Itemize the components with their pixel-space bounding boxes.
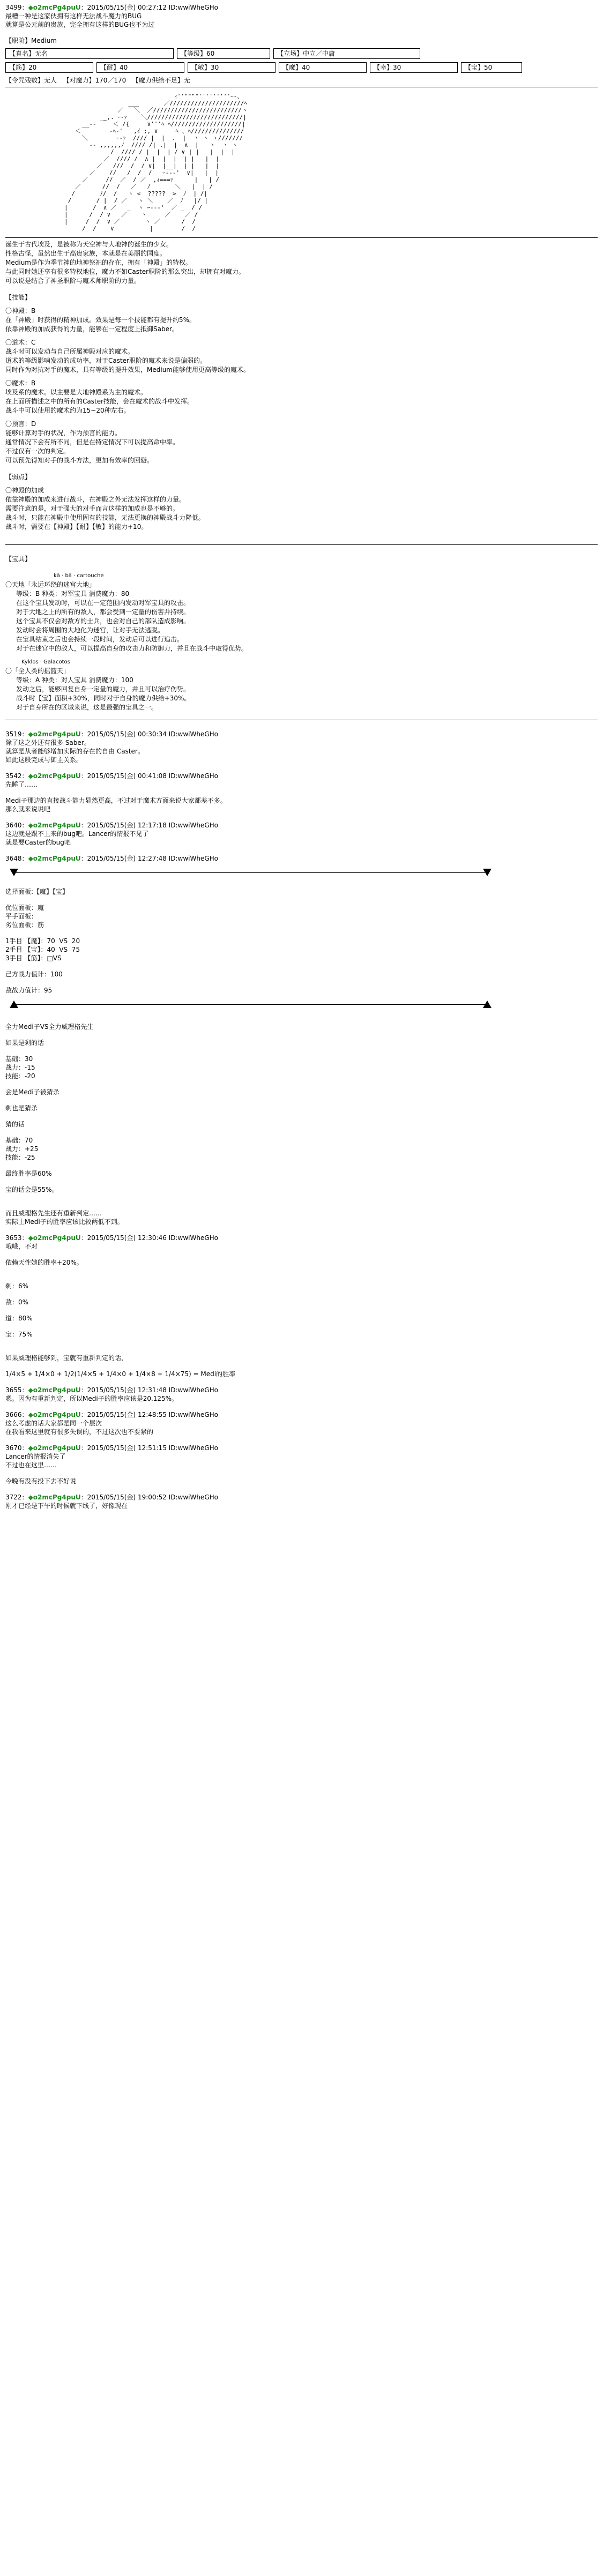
status-cell: 【宝】50 xyxy=(461,62,522,73)
noble-phantasm xyxy=(5,658,598,712)
post-header xyxy=(5,1234,598,1242)
compare-line: 3手目 【筋】：□VS xyxy=(5,954,62,962)
status-cell: 【等级】60 xyxy=(177,48,270,59)
post-sep: ： xyxy=(21,822,28,829)
post-date: ：2015/05/15(金) 12:17:18 ID:wwiWheGHo xyxy=(80,822,218,829)
post-date: ：2015/05/15(金) 19:00:52 ID:wwiWheGHo xyxy=(80,1494,218,1501)
enemy-rate: 敌战力值计：95 xyxy=(5,987,53,994)
post-line: 如此这般完成与御主关系。 xyxy=(5,756,83,764)
post-sep: ： xyxy=(21,1444,28,1452)
skill-text: 战斗时可以发动与自己所属神殿对应的魔术。 xyxy=(5,348,135,355)
desc-line: 与此同时她还享有很多特权地位，魔力不如Caster职阶的那么突出，却拥有对魔力。 xyxy=(5,268,245,275)
post-number[interactable]: 3542 xyxy=(5,772,22,780)
post-header xyxy=(5,821,598,830)
np-text: 这个宝具不仅会对敌方的士兵，也会对自己的部队造成影响。 xyxy=(16,617,190,625)
skill xyxy=(5,307,598,334)
post-number[interactable]: 3640 xyxy=(5,822,22,829)
prob-line: 道：80% xyxy=(5,1315,33,1322)
np-text: 发动时会将周围的大地化为迷宫，让对手无法逃脱。 xyxy=(16,626,165,634)
note-text: 依靠神殿的加成来进行战斗，在神殿之外无法发挥这样的力量。 xyxy=(5,496,186,503)
status-cell: 【魔】40 xyxy=(279,62,367,73)
post-line: 最糟一种是这家伙拥有这样无法战斗魔力的BUG xyxy=(5,12,142,20)
skill-text: 同时作为对抗对手的魔术，具有等级的提升效果，Medium能够使用更高等级的魔术。 xyxy=(5,366,250,374)
post-sep: ： xyxy=(21,772,28,780)
np-text: 对于大地之上的所有的敌人，都会受到一定量的伤害并持续。 xyxy=(16,608,190,616)
post-number[interactable]: 3519 xyxy=(5,730,22,738)
post-date: ：2015/05/15(金) 12:51:15 ID:wwiWheGHo xyxy=(80,1444,218,1452)
poster-name: ◆o2mcPg4puU xyxy=(28,822,81,829)
poster-name: ◆o2mcPg4puU xyxy=(28,1494,81,1501)
skill xyxy=(5,420,598,465)
post-sep: ： xyxy=(21,1411,28,1418)
np-text: 等级：B 种类：对军宝具 消费魔力：80 xyxy=(16,590,130,598)
note-name: 〇神殿的加成 xyxy=(5,487,44,494)
desc-line: 诞生于古代埃及，是被称为天空神与大地神的诞生的少女。 xyxy=(5,241,173,248)
post-header xyxy=(5,730,598,738)
post-line: 在我看来这里就有很多失误的，不过这次也不要紧的 xyxy=(5,1428,154,1436)
battle-line: 基础：70 xyxy=(5,1137,33,1144)
post-line: 这么考虑的话大家都是同一个层次 xyxy=(5,1420,102,1427)
note-text: 战斗时，需要在【神殿】【耐】【敏】的能力+10。 xyxy=(5,523,148,531)
post-line: 刚才已经是下午的时候就下线了，好像现在 xyxy=(5,1502,128,1510)
status-cell: 【筋】20 xyxy=(5,62,93,73)
post-header xyxy=(5,1444,598,1452)
skill-name: 〇预言：D xyxy=(5,420,36,428)
battle-line: 战力：-15 xyxy=(5,1064,35,1071)
divider-arrow-down xyxy=(5,867,598,879)
divider-arrow-up xyxy=(5,999,598,1011)
poster-name: ◆o2mcPg4puU xyxy=(28,1234,81,1242)
battle-line: 劣位面板：筋 xyxy=(5,921,44,929)
battle-line: 会是Medi子被猜杀 xyxy=(5,1088,59,1096)
post-line: 就算是公元前的贵族，完全拥有这样的BUG也不为过 xyxy=(5,21,155,28)
battle-line: 如果是剩的话 xyxy=(5,1039,44,1047)
notes-title: 【弱点】 xyxy=(5,473,32,481)
battle-line: 基础：30 xyxy=(5,1055,33,1063)
post-date: ：2015/05/15(金) 12:30:46 ID:wwiWheGHo xyxy=(80,1234,218,1242)
skill-text: 在上面所描述之中的所有的Caster技能，会在魔术的战斗中发挥。 xyxy=(5,398,194,405)
prob-line: 敌：0% xyxy=(5,1298,29,1306)
post-header xyxy=(5,1410,598,1419)
triangle-up-icon xyxy=(483,1000,492,1008)
post-number[interactable]: 3648 xyxy=(5,855,22,862)
battle-line: 而且威理格先生还有重新判定…… xyxy=(5,1209,102,1217)
np-text: 在这个宝具发动时，可以在一定范围内发动对军宝具的攻击。 xyxy=(16,599,190,607)
note-text: 战斗时，只能在神殿中使用固有的技能，无法更换的神殿战斗力降低。 xyxy=(5,514,205,521)
np-text: 发动之后，能够回复自身一定量的魔力，并且可以治疗伤势。 xyxy=(16,685,190,693)
np-title: 【宝具】 xyxy=(5,555,32,563)
note-text: 需要注意的是，对于强大的对手而言这样的加成也是不够的。 xyxy=(5,505,180,512)
post-line: 这边就是跟不上来的bug吧。Lancer的情报不见了 xyxy=(5,830,149,838)
desc-line: Medium是作为季节神的地神祭祀的存在，拥有「神殿」的特权。 xyxy=(5,259,192,266)
status-title: 【职阶】Medium xyxy=(5,37,57,44)
post-header xyxy=(5,3,598,12)
post-date: ：2015/05/15(金) 00:41:08 ID:wwiWheGHo xyxy=(80,772,218,780)
battle-line: 最终胜率是60% xyxy=(5,1170,52,1177)
post-header xyxy=(5,854,598,863)
post-sep: ： xyxy=(21,730,28,738)
post-date: ：2015/05/15(金) 00:27:12 ID:wwiWheGHo xyxy=(80,4,218,11)
post-number[interactable]: 3499 xyxy=(5,4,22,11)
post-line: 哦哦，不对 xyxy=(5,1243,38,1250)
post-sep: ： xyxy=(21,1386,28,1394)
np-name: 〇「全人类的摇篮天」 xyxy=(5,667,70,675)
skill-text: 道术的等级影响发动的成功率，对于Caster职阶的魔术来说是偏弱的。 xyxy=(5,357,207,364)
status-cell: 【立场】中立／中庸 xyxy=(273,48,420,59)
post-number[interactable]: 3653 xyxy=(5,1234,22,1242)
post-sep: ： xyxy=(21,1494,28,1501)
post-header xyxy=(5,1493,598,1502)
win-rate: 己方战力值计：100 xyxy=(5,970,63,978)
divider xyxy=(5,544,598,545)
post-date: ：2015/05/15(金) 12:48:55 ID:wwiWheGHo xyxy=(80,1411,218,1418)
poster-name: ◆o2mcPg4puU xyxy=(28,855,81,862)
description xyxy=(5,240,598,286)
post-line: 就是要Caster的bug吧 xyxy=(5,839,71,846)
noble-phantasm xyxy=(5,571,598,653)
post-line: 那么就来说说吧 xyxy=(5,805,51,813)
status-cell: 【真名】无名 xyxy=(5,48,174,59)
choice-title: 选择面板:【魔】【宝】 xyxy=(5,888,69,895)
skill xyxy=(5,379,598,415)
battle-line: 实际上Medi子的胜率应该比较两低不到。 xyxy=(5,1218,124,1226)
skill-name: 〇魔术：B xyxy=(5,379,36,387)
post-line: 先睡了…… xyxy=(5,781,38,788)
prob-line: 剩：6% xyxy=(5,1282,29,1290)
battle-line: 战力：+25 xyxy=(5,1145,39,1153)
skill-text: 依靠神殿的加成获得的力量，能够在一定程度上抵御Saber。 xyxy=(5,325,178,333)
skill-name: 〇道术：C xyxy=(5,339,36,346)
compare-line: 2手目 【宝】：40 VS 75 xyxy=(5,946,80,953)
post-sep: ： xyxy=(21,855,28,862)
post-date: ：2015/05/15(金) 12:31:48 ID:wwiWheGHo xyxy=(80,1386,218,1394)
status-block xyxy=(5,36,598,85)
triangle-down-icon xyxy=(483,869,492,876)
battle-line: 平手面板： xyxy=(5,913,38,920)
np-text: 在宝具结束之后也会持续一段时间，发动后可以进行追击。 xyxy=(16,636,184,643)
desc-line: 性格古怪，虽然出生于高贵家族，本就是在美丽的国度。 xyxy=(5,250,167,257)
post-number[interactable]: 3666 xyxy=(5,1411,22,1418)
status-row xyxy=(5,62,598,73)
post-header xyxy=(5,772,598,780)
np-text: 对于自身所在的区域来说，这是最强的宝具之一。 xyxy=(16,704,158,711)
ascii-art: ｨ''""""'''''''''ｰ-、 ___ ／/////////////////////ﾍ ／ ＼ ／/////////////////////////ヽ _,. ｰ‐ｧ ＼///////////////////////////| __-‐ ￣ ＜ /{ ∨'''ﾍ ﾍ////////////////////| ＜ ‐ﾍ-' ,ｲ ;, ∨ ﾍ 、ﾍ/////////////// ＼ ｰ-ｧ //// | | . | ヽ ヽ ヽ/////// ‐- ,,,,,,ﾉ //// /| .| | ∧ | ヽ ヽ ヽ / //// / | | | / ∨ | | | | | ／ //// / ∧ | | | | | | | ／ /// / / ∨| |__| | | | | ／ // / / / ｰ--‐' ∨| | | ／ // ／ / ／ ,ｨ===ｧ | | / ／ // / ／ ﾉ ＼ | | / / ﾉ/ / ヽ < ????? > ﾉ | /| / / | / ／ ヽ ＼ ／ ﾉ |/ | | / ∧ ／ _ ヽ ｰ--‐' ／ _ / / | / / ∨ ／ ヽ ／ ／ / | / / ∨ ／ ヽ ／ / / / / ∨ | / / xyxy=(64,93,248,232)
thread-page xyxy=(5,3,598,1510)
prob-line: 宝：75% xyxy=(5,1331,33,1338)
battle-line: 猜的话 xyxy=(5,1121,25,1128)
post-line: Lancer的情报消失了 xyxy=(5,1453,66,1460)
skill-text: 能够计算对手的状况，作为预言的能力。 xyxy=(5,429,122,437)
post-number[interactable]: 3670 xyxy=(5,1444,22,1452)
post-sep: ： xyxy=(21,1234,28,1242)
post-line: 不过也在这里…… xyxy=(5,1461,57,1469)
skill-text: 不过仅有一次的判定。 xyxy=(5,447,70,455)
np-ruby: kā · bā · cartouche xyxy=(54,573,104,579)
skill-text: 战斗中可以使用的魔术约为15~20种左右。 xyxy=(5,407,130,414)
np-text: 对于在迷宫中的敌人，可以提高自身的攻击力和防御力，并且在战斗中取得优势。 xyxy=(16,645,248,652)
post-date: ：2015/05/15(金) 00:30:34 ID:wwiWheGHo xyxy=(80,730,218,738)
battle-line: 剩也是猜杀 xyxy=(5,1104,38,1112)
battle-line: 技能：-20 xyxy=(5,1072,35,1080)
battle-line: 技能：-25 xyxy=(5,1154,35,1161)
np-name: 〇天地「永远环绕的迷宫大地」 xyxy=(5,581,96,588)
status-row xyxy=(5,48,598,59)
post-number[interactable]: 3655 xyxy=(5,1386,22,1394)
np-text: 等级：A 种类：对人宝具 消费魔力：100 xyxy=(16,676,133,684)
battle-line: 如果威理格能够到，宝就有重新判定的话， xyxy=(5,1354,128,1362)
post-line: 依赖天性她的胜率+20%。 xyxy=(5,1259,83,1266)
skill-name: 〇神殿：B xyxy=(5,307,36,315)
battle-line: 宝的话会是55%。 xyxy=(5,1186,58,1193)
poster-name: ◆o2mcPg4puU xyxy=(28,1444,81,1452)
battle-line: 优位面板：魔 xyxy=(5,904,44,912)
poster-name: ◆o2mcPg4puU xyxy=(28,1386,81,1394)
poster-name: ◆o2mcPg4puU xyxy=(28,4,81,11)
divider xyxy=(5,237,598,238)
post-line: 除了这之外还有很多 Saber。 xyxy=(5,739,91,746)
skill-text: 埃及系的魔术。以主要是大地神殿系为主的魔术。 xyxy=(5,389,147,396)
poster-name: ◆o2mcPg4puU xyxy=(28,1411,81,1418)
status-cell: 【耐】40 xyxy=(96,62,184,73)
skill-text: 在「神殿」时获得的精神加成。效果是每一个技能都有提升约5%。 xyxy=(5,316,196,324)
post-line: Medi子那边的直接战斗能力显然更高，不过对于魔术方面来说大家都差不多。 xyxy=(5,797,227,804)
post-date: ：2015/05/15(金) 12:27:48 ID:wwiWheGHo xyxy=(80,855,218,862)
np-ruby: Kyklos · Galacotos xyxy=(21,659,70,665)
skill xyxy=(5,338,598,375)
formula: 1/4×5 + 1/4×0 + 1/2(1/4×5 + 1/4×0 + 1/4×8 + 1/4×75) = Medi的胜率 xyxy=(5,1370,236,1378)
status-cell: 【敏】30 xyxy=(188,62,276,73)
status-extra: 【令咒残数】无人 【对魔力】170／170 【魔力供给不足】无 xyxy=(5,77,190,84)
desc-line: 可以说是结合了神圣职阶与魔术师职阶的力量。 xyxy=(5,277,141,285)
battle-line: 今晚有没有投下去不好说 xyxy=(5,1477,77,1485)
skills-title: 【技能】 xyxy=(5,294,32,301)
post-sep: ： xyxy=(21,4,28,11)
note xyxy=(5,486,598,532)
post-header xyxy=(5,1386,598,1394)
status-cell: 【幸】30 xyxy=(370,62,458,73)
vs-title: 全力Medi子VS全力威理格先生 xyxy=(5,1023,94,1031)
compare-line: 1手目 【魔】：70 VS 20 xyxy=(5,937,80,945)
post-line: 就算是从者能够增加实际的存在的自由 Caster。 xyxy=(5,748,144,755)
np-text: 战斗时【宝】面积+30%，同时对于自身的魔力供给+30%。 xyxy=(16,695,191,702)
post-number[interactable]: 3722 xyxy=(5,1494,22,1501)
post-line: 嗯。因为有重新判定，所以Medi子的胜率应该是20.125%。 xyxy=(5,1395,178,1402)
poster-name: ◆o2mcPg4puU xyxy=(28,730,81,738)
skill-text: 通常情况下会有所不同，但是在特定情况下可以提高命中率。 xyxy=(5,438,180,446)
poster-name: ◆o2mcPg4puU xyxy=(28,772,81,780)
skill-text: 可以预先得知对手的战斗方法，更加有效率的回避。 xyxy=(5,457,154,464)
